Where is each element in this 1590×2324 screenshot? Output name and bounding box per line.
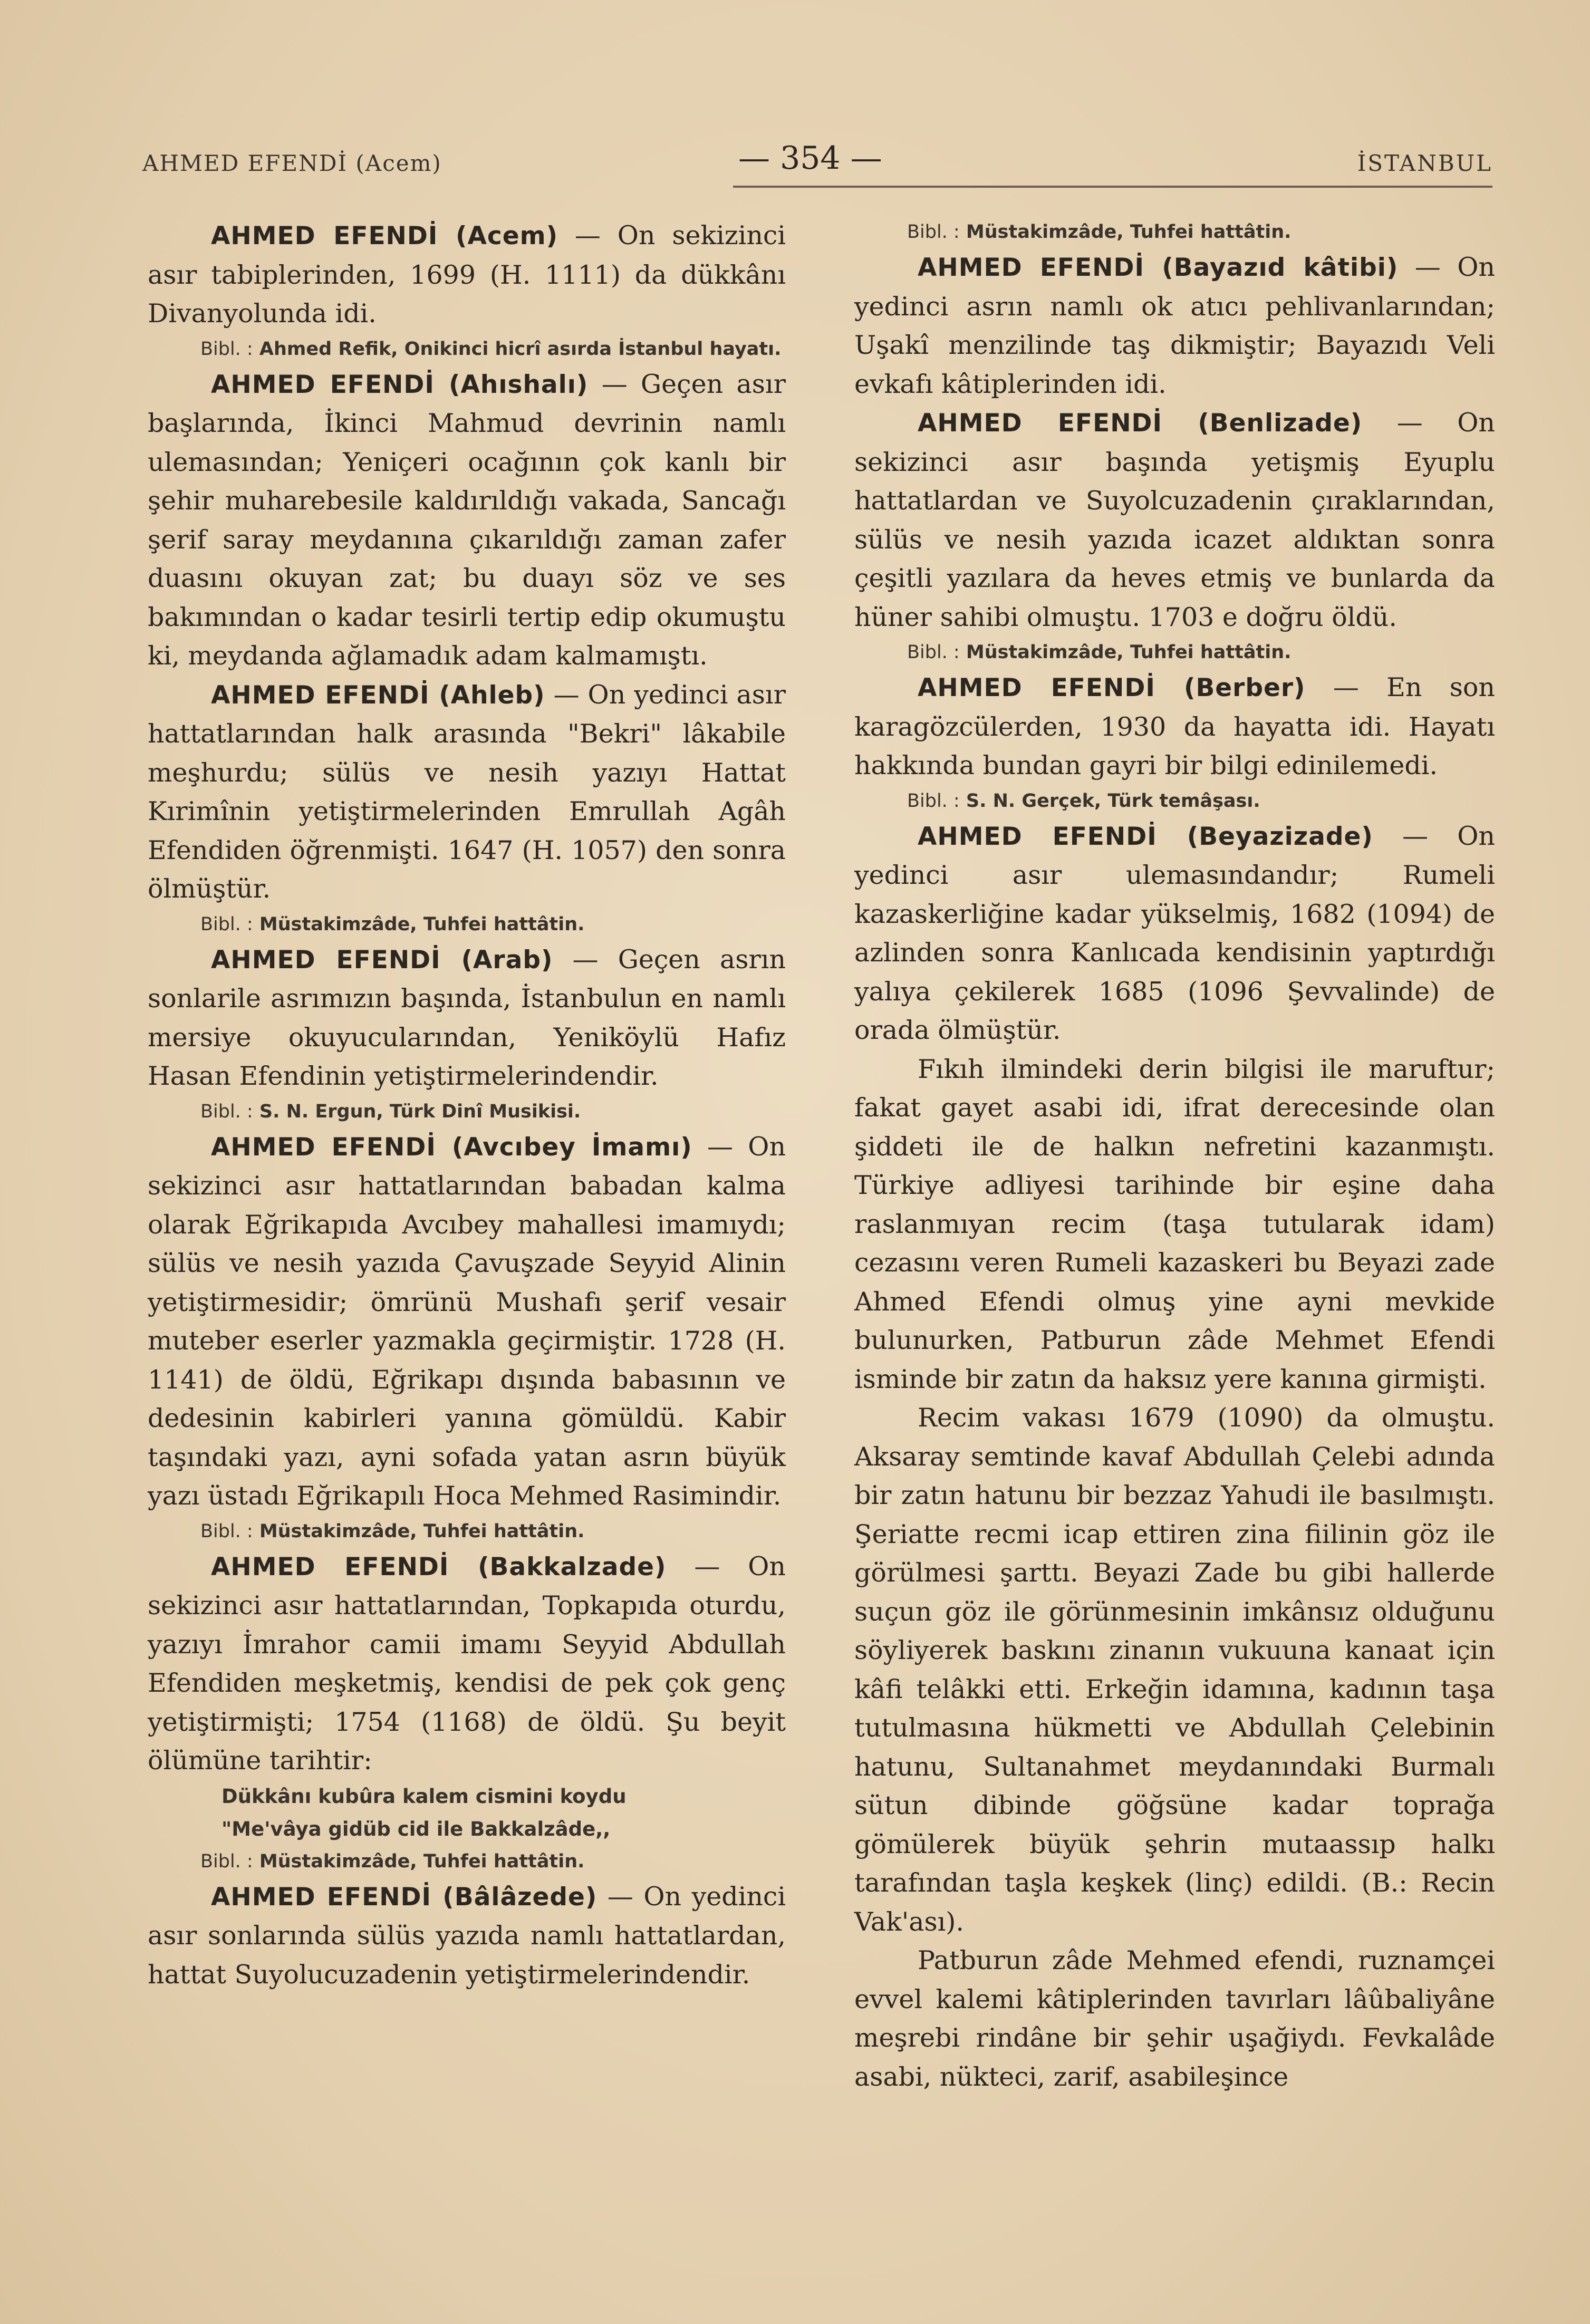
entry-text: — On yedinci asır hattatlarından halk arasında "Bekri" lâkabile meşhurdu; sülüs ve nesih yazıyı Hattat Kırimînin yetiştirmelerinden Emrullah Agâh Efendiden öğrenmişti. 1647 (H. 1057) den sonra ölmüştür. [148,679,786,904]
entry-text: — Geçen asrın sonlarile asrımızın başında, İstanbulun en namlı mersiye okuyucularından, Yeniköylü Hafız Hasan Efendinin yetiştirmelerindendir. [148,944,786,1091]
dictionary-entry [148,365,786,676]
entry-heading: AHMED EFENDİ (Beyazizade) [918,822,1373,851]
entry-text: — On yedinci asır sonlarında sülüs yazıda namlı hattatlardan, hattat Suyolucuzadenin yetiştirmelerindendir. [148,1881,786,1990]
bibliography-label: Bibl. : [907,221,960,243]
bibliography-note [854,785,1495,817]
running-header [142,140,1492,187]
bibliography-text: Müstakimzâde, Tuhfei hattâtin. [259,913,585,935]
dictionary-entry [854,668,1495,785]
bibliography-note [148,1096,786,1127]
page-number: — 354 — [738,140,882,177]
bibliography-note [148,333,786,365]
dictionary-entry [148,216,786,333]
bibliography-note [148,1846,786,1877]
bibliography-text: S. N. Ergun, Türk Dinî Musikisi. [259,1101,581,1122]
bibliography-text: Müstakimzâde, Tuhfei hattâtin. [966,221,1292,243]
dictionary-entry [854,248,1495,403]
dictionary-entry [148,1127,786,1516]
dictionary-entry [148,676,786,909]
header-left-title: AHMED EFENDİ (Acem) [142,150,442,176]
entry-heading: AHMED EFENDİ (Bakkalzade) [211,1552,667,1582]
left-column [148,216,786,1994]
bibliography-label: Bibl. : [200,1850,253,1872]
paragraph: Patburun zâde Mehmed efendi, ruznamçei evvel kalemi kâtiplerinden tavırları lâûbaliyâne meşrebi rindâne bir şehir uşağiydı. Fevkalâde asabi, nükteci, zarif, asabileşince [854,1945,1495,2092]
bibliography-label: Bibl. : [200,338,253,360]
paragraph: Recim vakası 1679 (1090) da olmuştu. Aksaray semtinde kavaf Abdullah Çelebi adında bir zatın hatunu bir bezzaz Yahudi ile basılmıştı. Şeriatte recmi icap ettiren zina fiilinin göz ile görülmesi şarttı. Beyazi Zade bu gibi hallerde suçun göz ile görünmesinin imkânsız olduğunu söyliyerek baskını zinanın vukuuna kanaat için kâfi telâkki etti. Erkeğin idamına, kadının taşa tutulmasına hükmetti ve Abdullah Çelebinin hatunu, Sultanahmet meydanındaki Burmalı sütun dibinde göğsüne kadar toprağa gömülerek büyük şehrin mutaassıp halkı tarafından taşla keşkek (linç) edildi. (B.: Recin Vak'ası). [854,1403,1495,1937]
entry-heading: AHMED EFENDİ (Avcıbey İmamı) [211,1132,692,1162]
bibliography-label: Bibl. : [200,913,253,935]
entry-heading: AHMED EFENDİ (Bayazıd kâtibi) [918,253,1399,282]
entry-heading: AHMED EFENDİ (Berber) [918,673,1306,702]
paragraph: Fıkıh ilmindeki derin bilgisi ile maruftur; fakat gayet asabi idi, ifrat derecesinde olan şiddeti ile de halkın nefretini kazanmıştı. Türkiye adliyesi tarihinde bir eşine daha raslanmıyan recim (taşa tutularak idam) cezasını veren Rumeli kazaskeri bu Beyazi zade Ahmed Efendi olmuş yine ayni mevkide bulunurken, Patburun zâde Mehmet Efendi isminde bir zatın da haksız yere kanına girmişti. [854,1054,1495,1394]
entry-heading: AHMED EFENDİ (Arab) [211,945,553,975]
verse-line: Dükkânı kubûra kalem cismini koydu [221,1785,627,1808]
entry-heading: AHMED EFENDİ (Bâlâzede) [211,1882,598,1912]
entry-text: — On yedinci asır ulemasındandır; Rumeli kazaskerliğine kadar yükselmiş, 1682 (1094) de azlinden sonra Kanlıcada kendisinin yaptırdığı yalıya çekilerek 1685 (1096 Şevvalinde) de orada ölmüştür. [854,821,1495,1045]
bibliography-label: Bibl. : [200,1101,253,1122]
entry-heading: AHMED EFENDİ (Ahleb) [211,680,545,710]
entry-text: — On sekizinci asır hattatlarından babadan kalma olarak Eğrikapıda Avcıbey mahallesi imamıydı; sülüs ve nesih yazıda Çavuşzade Seyyid Alinin yetiştirmesidir; ömrünü Mushafı şerif vesair muteber eserler yazmakla geçirmiştir. 1728 (H. 1141) de öldü, Eğrikapı dışında babasının ve dedesinin kabirleri yanına gömüldü. Kabir taşındaki yazı, ayni sofada yatan asrın büyük yazı üstadı Eğrikapılı Hoca Mehmed Rasimindir. [148,1131,786,1511]
entry-text: — On sekizinci asır tabiplerinden, 1699 (H. 1111) da dükkânı Divanyolunda idi. [148,220,786,329]
bibliography-text: Ahmed Refik, Onikinci hicrî asırda İstanbul hayatı. [259,338,782,360]
entry-text: — En son karagözcülerden, 1930 da hayatta idi. Hayatı hakkında bundan gayri bir bilgi edinilemedi. [854,672,1495,780]
entry-heading: AHMED EFENDİ (Acem) [211,221,558,250]
bibliography-text: S. N. Gerçek, Türk temâşası. [966,790,1260,812]
entry-text: — Geçen asır başlarında, İkinci Mahmud devrinin namlı ulemasından; Yeniçeri ocağının çok kanlı bir şehir muharebesile kaldırıldığı vakada, Sancağı şerif saray meydanına çıkarıldığı zaman zafer duasını okuyan zat; bu duayı söz ve ses bakımından o kadar tesirli tertip edip okumuştu ki, meydanda ağlamadık adam kalmamıştı. [148,369,786,671]
right-column [854,216,1495,2096]
dictionary-entry [148,940,786,1096]
dictionary-entry [854,817,1495,1050]
bibliography-note [148,909,786,940]
entry-text: — On sekizinci asır hattatlarından, Topkapıda oturdu, yazıyı İmrahor camii imamı Seyyid Abdullah Efendiden meşketmiş, kendisi de pek çok genç yetiştirmişti; 1754 (1168) de öldü. Şu beyit ölümüne tarihtir: [148,1551,786,1776]
entry-heading: AHMED EFENDİ (Ahıshalı) [211,370,589,399]
dictionary-entry [148,1877,786,1994]
bibliography-label: Bibl. : [907,790,960,812]
bibliography-note [854,216,1495,248]
entry-heading: AHMED EFENDİ (Benlizade) [918,409,1363,438]
bibliography-note [148,1516,786,1547]
dictionary-entry [148,1547,786,1780]
header-right-title: İSTANBUL [1357,150,1492,176]
entry-text: — On sekizinci asır başında yetişmiş Eyuplu hattatlardan ve Suyolcuzadenin çıraklarından, sülüs ve nesih yazıda icazet aldıktan sonra çeşitli yazılara da heves etmiş ve bunlarda da hüner sahibi olmuştu. 1703 e doğru öldü. [854,408,1495,632]
header-rule [733,186,1492,188]
verse-line: "Me'vâya gidüb cid ile Bakkalzâde,, [221,1817,611,1840]
bibliography-label: Bibl. : [907,642,960,663]
bibliography-note [854,637,1495,668]
bibliography-label: Bibl. : [200,1520,253,1542]
bibliography-text: Müstakimzâde, Tuhfei hattâtin. [259,1520,585,1542]
bibliography-text: Müstakimzâde, Tuhfei hattâtin. [259,1850,585,1872]
entry-text: — On yedinci asrın namlı ok atıcı pehlivanlarından; Uşakî menzilinde taş dikmiştir; Bayazıdı Veli evkafı kâtiplerinden idi. [854,252,1495,399]
bibliography-text: Müstakimzâde, Tuhfei hattâtin. [966,642,1292,663]
dictionary-entry [854,403,1495,637]
